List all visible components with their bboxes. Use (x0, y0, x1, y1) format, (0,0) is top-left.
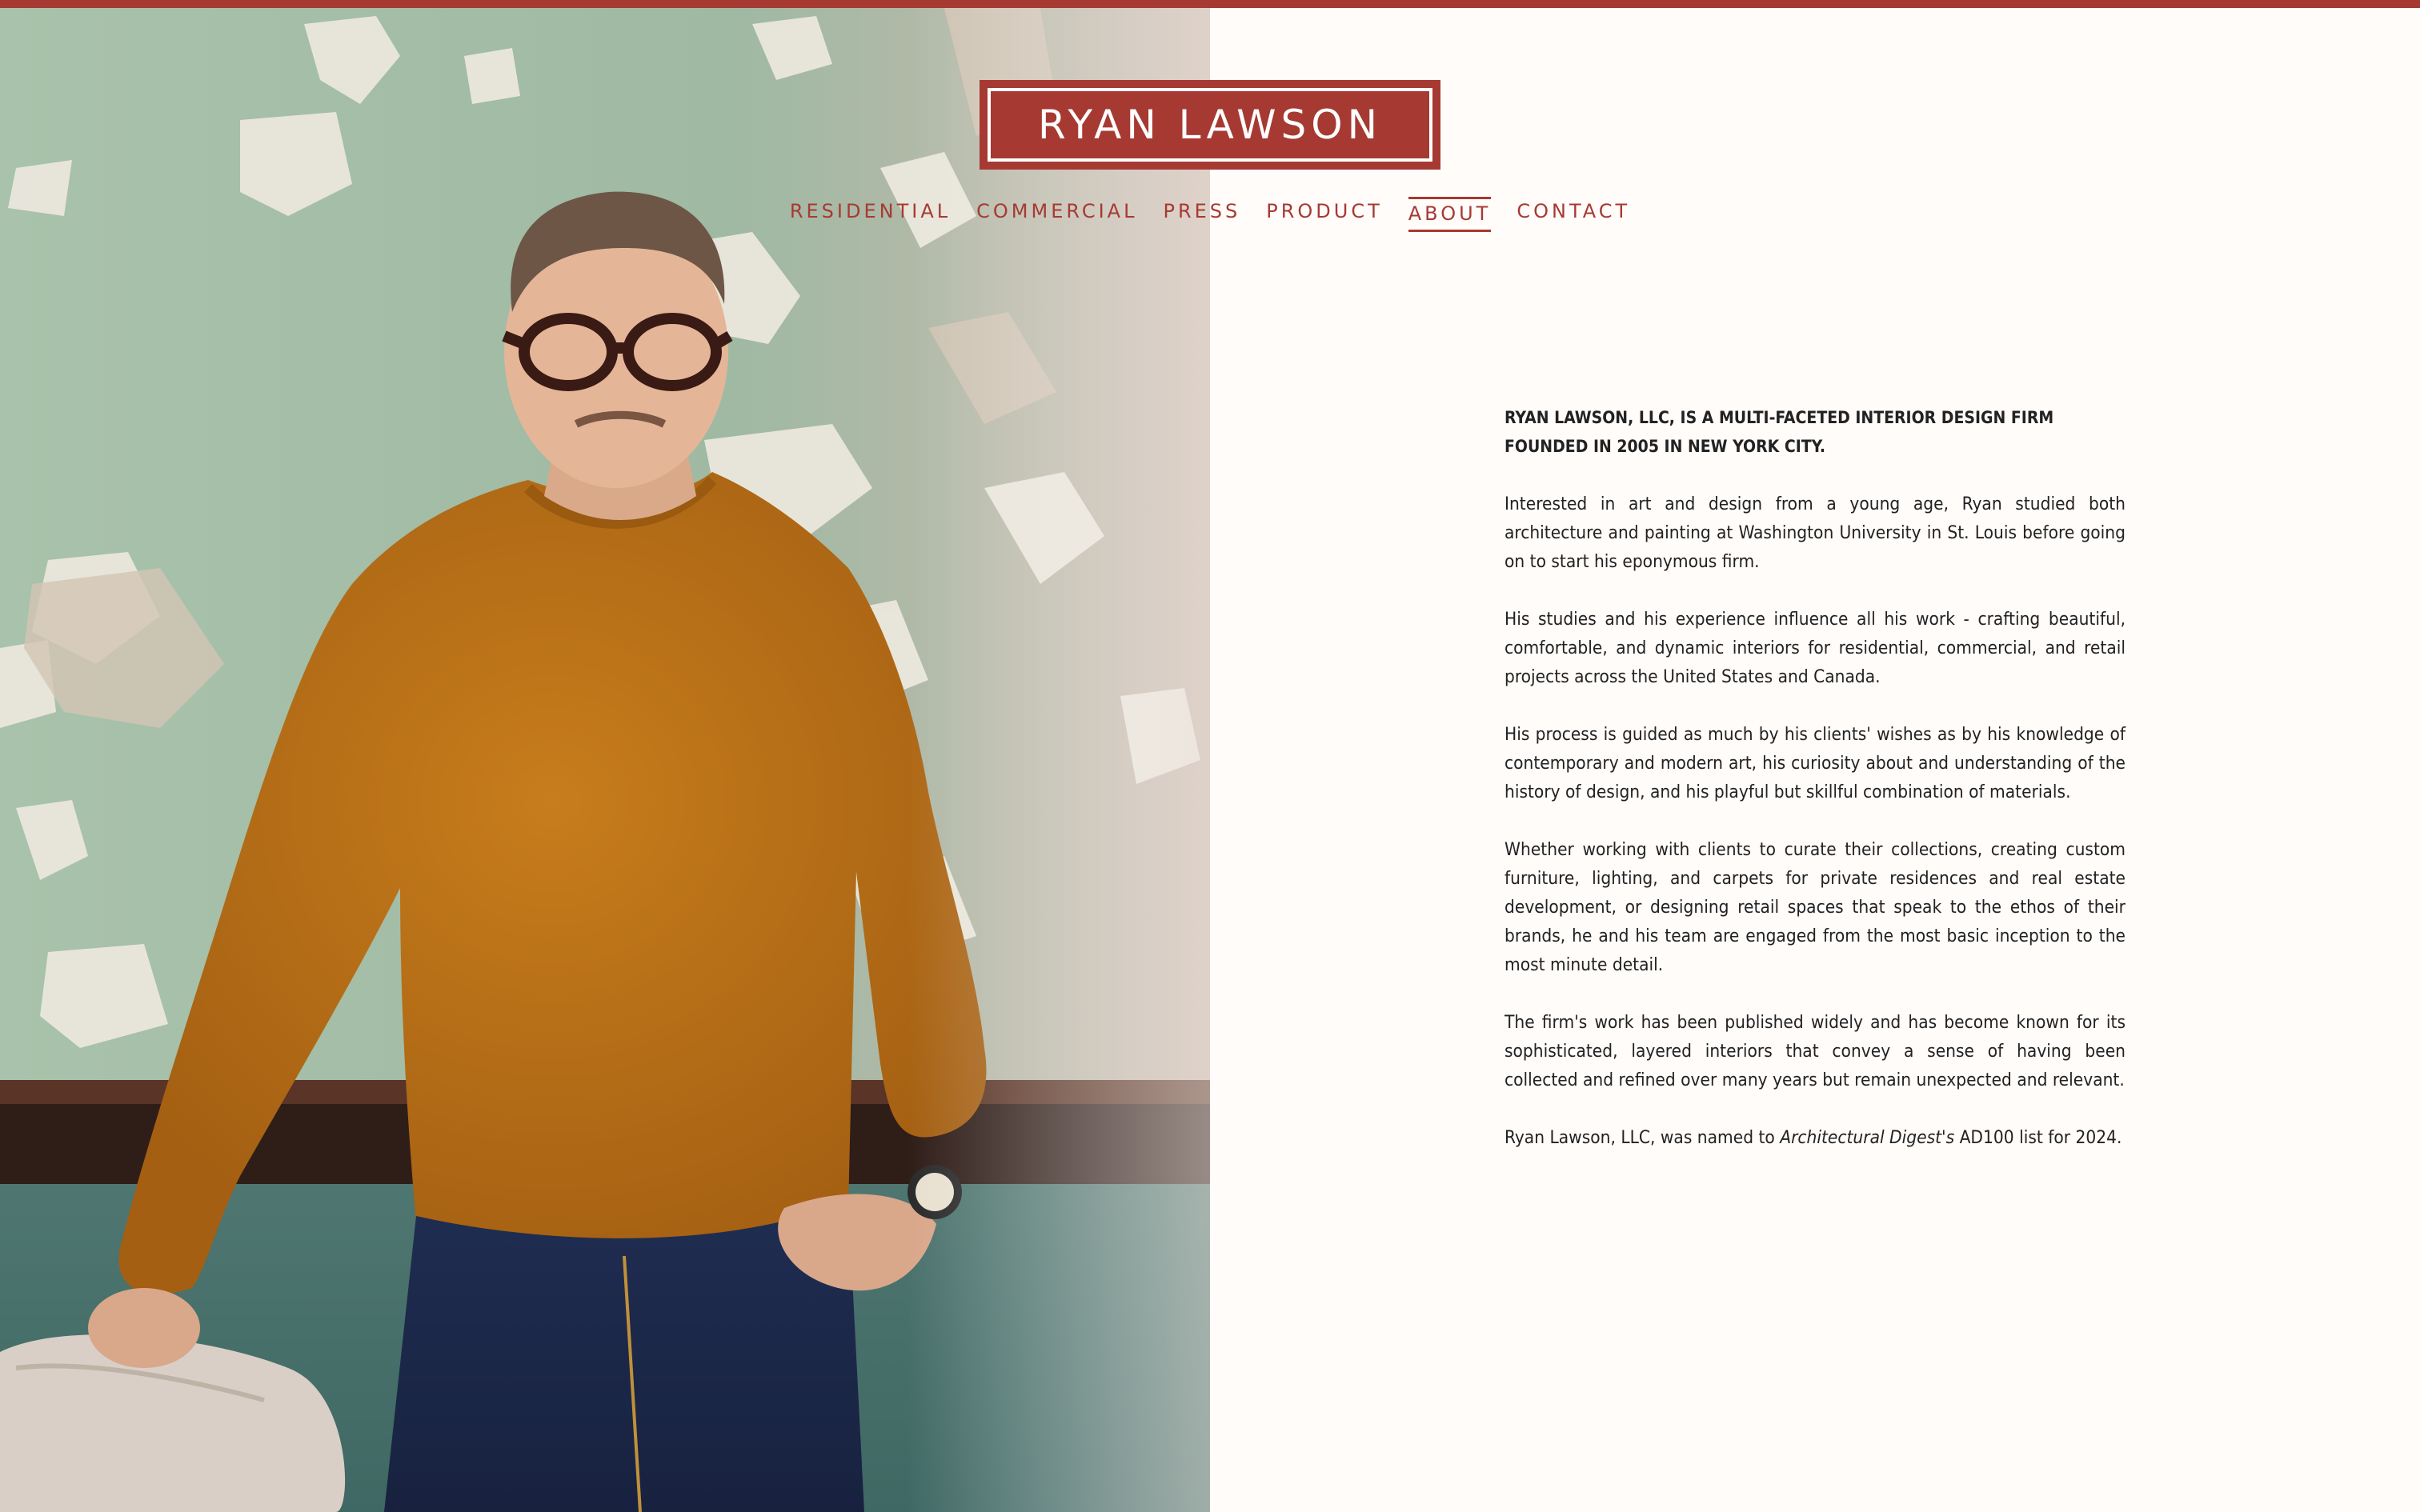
about-paragraph-4: Whether working with clients to curate their collections, creating custom furniture, lighting, and carpets for private residences and real estate development, or designing retail spaces that speak to the ethos of their brands, he and his team are engaged from the most basic inception to the most minute detail. (1504, 839, 2126, 975)
about-p6-end: AD100 list for 2024. (1954, 1127, 2122, 1148)
publication-name: Architectural Digest's (1780, 1127, 1955, 1148)
about-paragraph-1: Interested in art and design from a young age, Ryan studied both architecture and painting at Washington University in St. Louis before going on to start his eponymous firm. (1504, 494, 2126, 572)
nav-residential[interactable]: RESIDENTIAL (789, 200, 952, 222)
about-p6-start: Ryan Lawson, LLC, was named to (1504, 1127, 1781, 1148)
about-paragraph-2: His studies and his experience influence all his work - crafting beautiful, comfortable, and dynamic interiors for residential, commercial, and retail projects across the United States and Canada. (1504, 609, 2126, 687)
portrait-image (0, 8, 1210, 1512)
nav-about[interactable]: ABOUT (1408, 197, 1492, 232)
nav-contact[interactable]: CONTACT (1517, 200, 1631, 222)
about-lead: RYAN LAWSON, LLC, IS A MULTI-FACETED INTERIOR DESIGN FIRM FOUNDED IN 2005 IN NEW YORK CITY. (1504, 408, 2054, 456)
brand-logo-text: RYAN LAWSON (988, 88, 1432, 162)
portrait-photo (0, 8, 1210, 1512)
about-paragraph-3: His process is guided as much by his clients' wishes as by his knowledge of contemporary and modern art, his curiosity about and understanding of the history of design, and his playful but skillful combination of materials. (1504, 724, 2126, 802)
nav-press[interactable]: PRESS (1163, 200, 1241, 222)
brand-logo[interactable] (980, 80, 1440, 170)
main-nav (789, 197, 1631, 232)
about-text (1504, 403, 2126, 1181)
about-paragraph-5: The firm's work has been published widely and has become known for its sophisticated, layered interiors that convey a sense of having been collected and refined over many years but remain unexpected and relevant. (1504, 1012, 2126, 1090)
nav-product[interactable]: PRODUCT (1266, 200, 1383, 222)
nav-commercial[interactable]: COMMERCIAL (976, 200, 1138, 222)
about-paragraph-6 (1504, 1123, 2126, 1152)
top-accent-bar (0, 0, 2420, 8)
